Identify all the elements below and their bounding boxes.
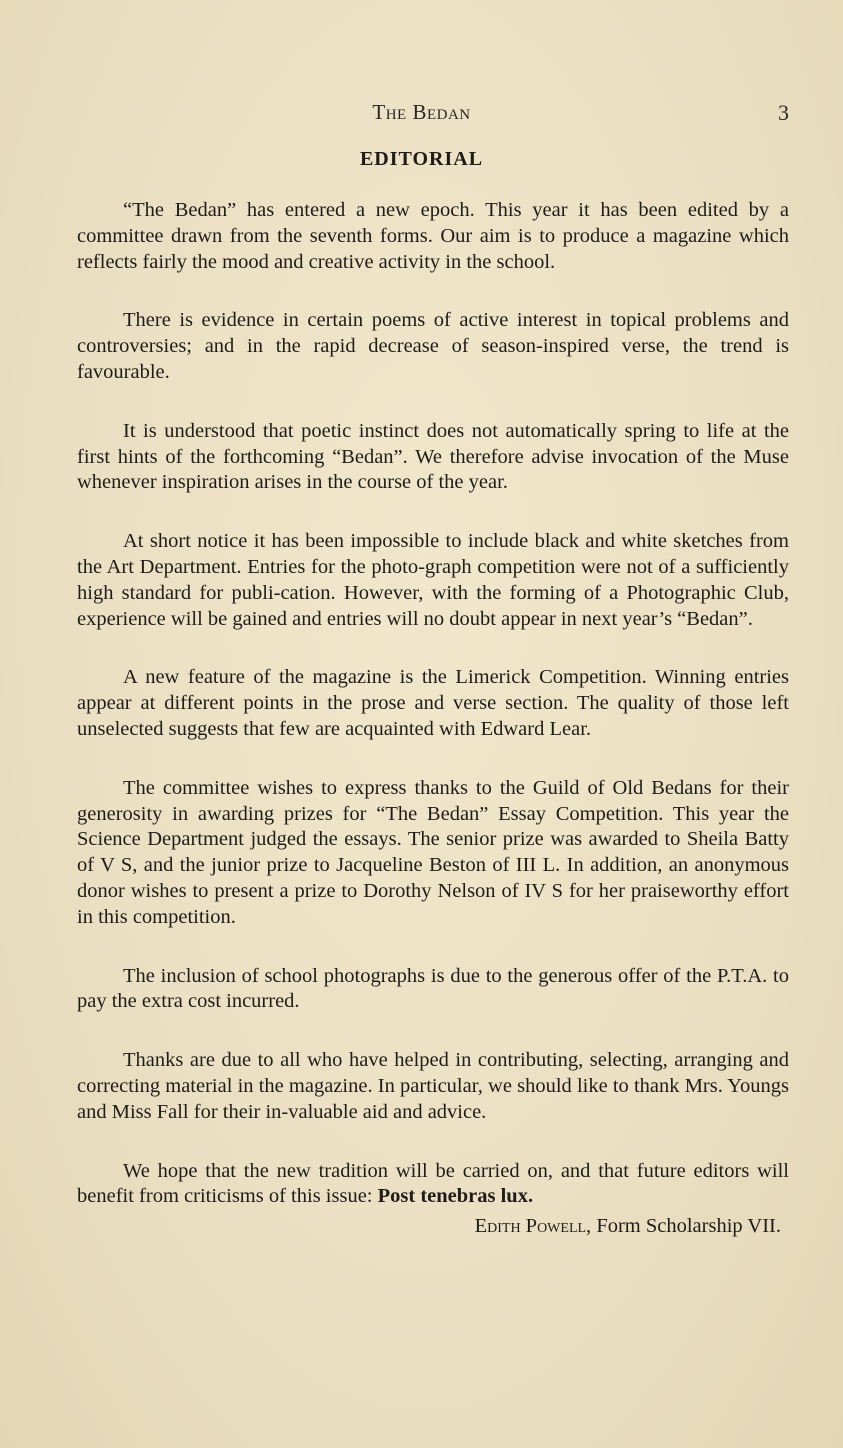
paragraph-7: The inclusion of school photographs is due to the generous offer of the P.T.A. to pay the extra cost incurred. [77, 964, 789, 1013]
paragraph-3: It is understood that poetic instinct does not automatically spring to life at the first hints of the forthcoming “Bedan”. We therefore advise invocation of the Muse whenever inspiration arises in the course of the year. [77, 419, 789, 494]
running-title: The Bedan [372, 100, 471, 124]
paragraph-1: “The Bedan” has entered a new epoch. This year it has been edited by a committee drawn from the seventh forms. Our aim is to produce a magazine which reflects fairly the mood and creative activity in the school. [77, 199, 789, 273]
closing-motto: Post tenebras lux. [377, 1185, 534, 1208]
paragraph-2: There is evidence in certain poems of active interest in topical problems and controversies; and in the rapid decrease of season-inspired verse, the trend is favourable. [77, 309, 789, 383]
signature [77, 1214, 789, 1240]
running-head [0, 100, 843, 130]
signature-form: Form Scholarship VII. [596, 1215, 781, 1238]
signature-name: Edith Powell, [474, 1215, 592, 1238]
editorial-body [77, 198, 789, 1240]
paragraph-5: A new feature of the magazine is the Limerick Competition. Winning entries appear at different points in the prose and verse section. The quality of those left unselected suggests that few are acquainted with Edward Lear. [77, 666, 789, 740]
closing-paragraph [77, 1159, 789, 1211]
closing-text: We hope that the new tradition will be carried on, and that future editors will benefit from criticisms of this issue: [77, 1159, 789, 1208]
page-number: 3 [778, 100, 789, 125]
editorial-heading: EDITORIAL [359, 148, 484, 170]
paragraph-4: At short notice it has been impossible to include black and white sketches from the Art Department. Entries for the photo-graph competition were not of a sufficiently high standard for publi-cation. However, with the forming of a Photographic Club, experience will be gained and entries will no doubt appear in next year’s “Bedan”. [77, 530, 789, 630]
paragraph-8: Thanks are due to all who have helped in contributing, selecting, arranging and correcting material in the magazine. In particular, we should like to thank Mrs. Youngs and Miss Fall for their in-valuable aid and advice. [77, 1049, 789, 1123]
paragraph-6: The committee wishes to express thanks to the Guild of Old Bedans for their generosity in awarding prizes for “The Bedan” Essay Competition. This year the Science Department judged the essays. The senior prize was awarded to Sheila Batty of V S, and the junior prize to Jacqueline Beston of III L. In addition, an anonymous donor wishes to present a prize to Dorothy Nelson of IV S for her praiseworthy effort in this competition. [77, 776, 789, 928]
